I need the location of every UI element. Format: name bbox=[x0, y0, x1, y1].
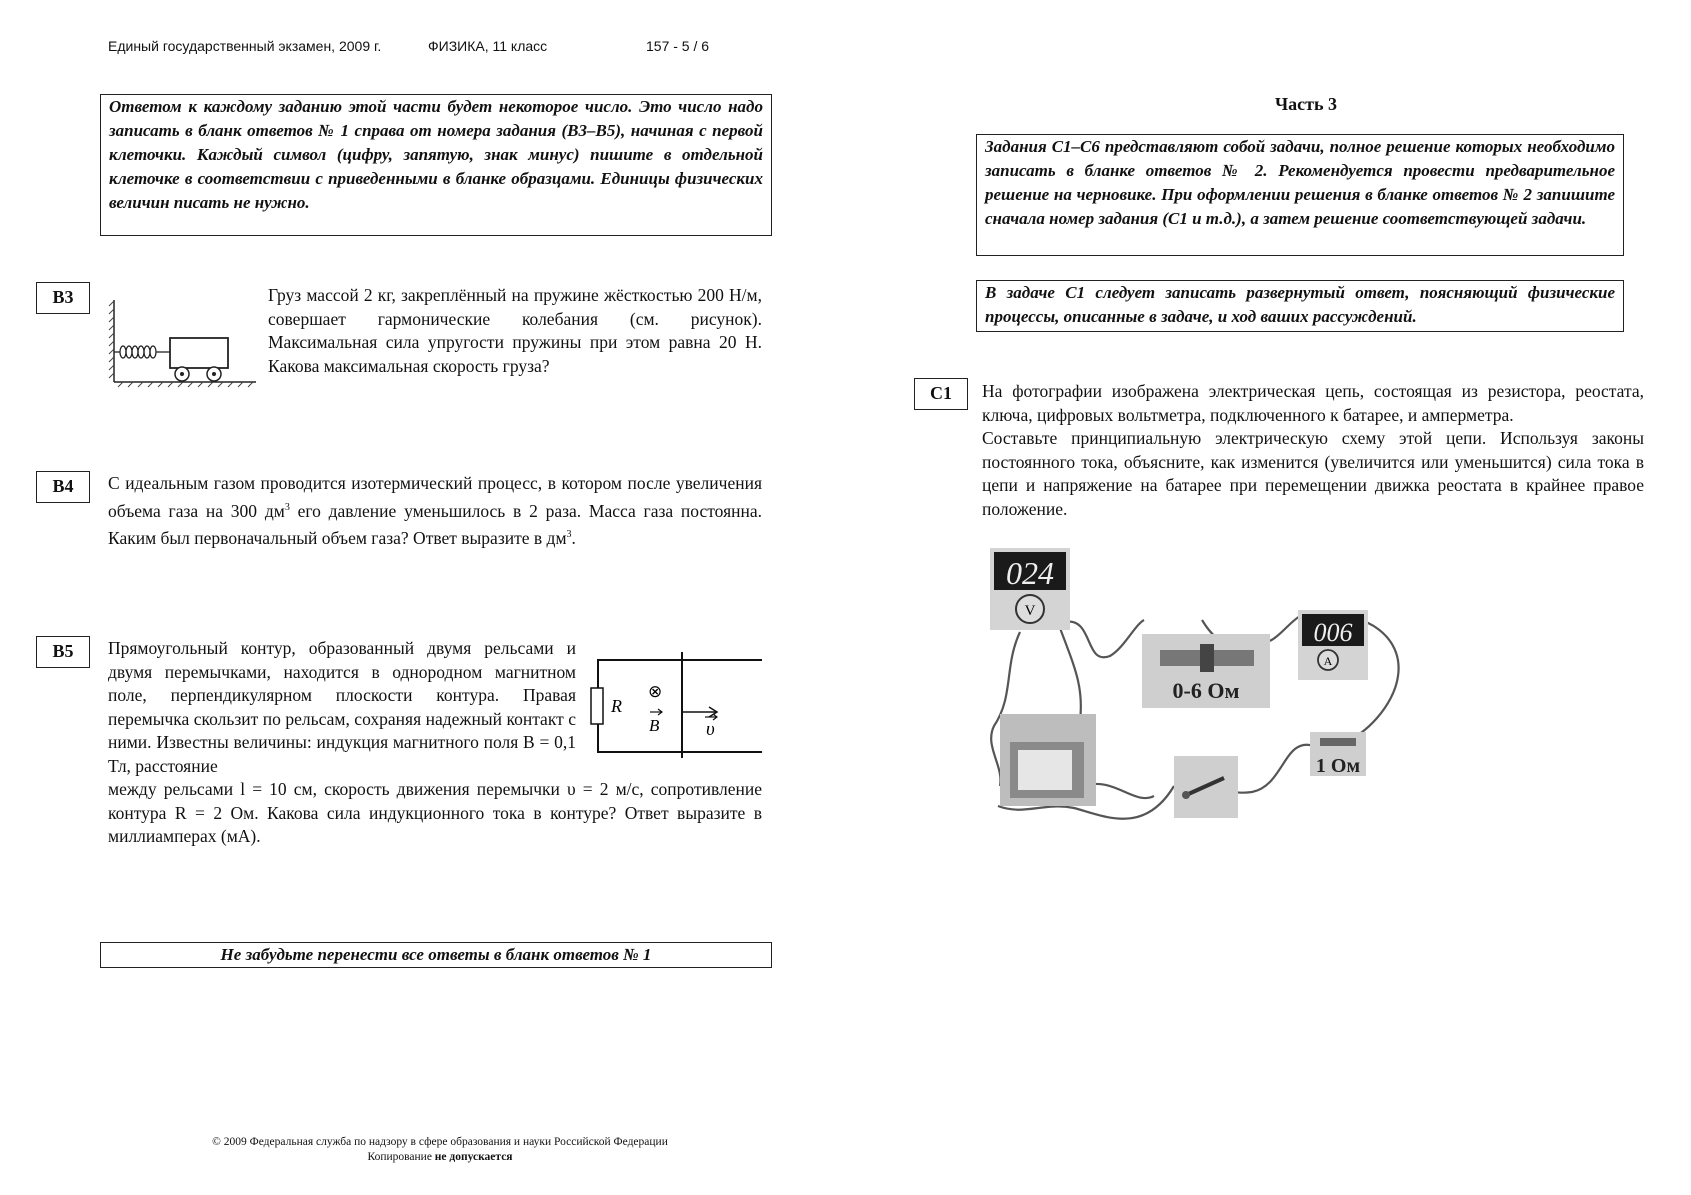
task-b5-text-bottom: между рельсами l = 10 см, скорость движения перемычки υ = 2 м/с, сопротивление контура R = 2 Ом. Какова сила индукционного тока в контуре? Ответ выразите в миллиамперах (мА). bbox=[108, 779, 762, 846]
task-c1-text: На фотографии изображена электрическая цепь, состоящая из резистора, реостата, ключа, цифровых вольтметра, подключенного к батарее, и амперметра. Составьте принципиальную электрическую схему этой цепи. Используя законы постоянного тока, объясните, как изменится (увеличится или уменьшится) сила тока в цепи и напряжение на батарее при перемещении движка реостата в крайнее правое положение. bbox=[982, 381, 1644, 519]
voltmeter-symbol: V bbox=[1024, 603, 1036, 619]
circuit-photo bbox=[984, 546, 1424, 836]
c1-instruction: В задаче С1 следует записать развернутый ответ, поясняющий физические процессы, описанные в задаче, и ход ваших рассуждений. bbox=[976, 280, 1624, 332]
rails-circuit-figure bbox=[588, 650, 764, 758]
task-b4-text: С идеальным газом проводится изотермический процесс, в котором после увеличения объема газа на 300 $дм^3$ его давление уменьшилось в 2 раза. Масса газа постоянна. Каким был первоначальный объем газа? Ответ выразите в $дм^3$. bbox=[108, 473, 762, 548]
task-label-c1: С1 bbox=[914, 378, 968, 410]
part2-instruction: Ответом к каждому заданию этой части будет некоторое число. Это число надо записать в бланк ответов № 1 справа от номера задания (В3–В5), начиная с первой клеточки. Каждый символ (цифру, запятую, знак минус) пишите в отдельной клеточке в соответствии с приведенными в бланке образцами. Единицы физических величин писать не нужно. bbox=[100, 94, 772, 236]
ammeter-display: 006 bbox=[1313, 618, 1353, 647]
resistor-label: 1 Ом bbox=[1315, 755, 1361, 777]
rheostat-label: 0-6 Ом bbox=[1172, 678, 1240, 703]
task-label-b4: В4 bbox=[36, 471, 90, 503]
part3-title: Часть 3 bbox=[1274, 94, 1338, 114]
task-label-b5: В5 bbox=[36, 636, 90, 668]
task-label-b3: В3 bbox=[36, 282, 90, 314]
voltmeter-display: 024 bbox=[1006, 555, 1054, 591]
footer-copy-notice: Копирование не допускается bbox=[367, 1151, 513, 1163]
spring-cart-figure bbox=[108, 296, 258, 388]
fig-label-b: B bbox=[649, 716, 660, 735]
footer-copyright: © 2009 Федеральная служба по надзору в сфере образования и науки Российской Федерации bbox=[212, 1136, 668, 1148]
part3-instruction: Задания С1–С6 представляют собой задачи, полное решение которых необходимо записать в бланке ответов № 2. Рекомендуется провести предварительное решение на черновике. При оформлении решения в бланке ответов № 2 запишите сначала номер задания (С1 и т.д.), а затем решение соответствующей задачи. bbox=[976, 134, 1624, 256]
fig-field-cross: ⊗ bbox=[648, 682, 663, 701]
fig-label-r: R bbox=[611, 696, 622, 716]
task-b5-text-top: Прямоугольный контур, образованный двумя рельсами и двумя перемычками, находится в однородном магнитном поле, перпендикулярном плоскости контура. Правая перемычка скользит по рельсам, сохраняя надежный контакт с ними. Известны величины: индукция магнитного поля B = 0,1 Тл, расстояние bbox=[108, 638, 576, 776]
header-subject: ФИЗИКА, 11 класс bbox=[428, 38, 548, 54]
ammeter-symbol: A bbox=[1323, 654, 1333, 668]
header-page: 157 - 5 / 6 bbox=[646, 38, 710, 54]
task-b3-text: Груз массой 2 кг, закреплённый на пружине жёсткостью 200 Н/м, совершает гармонические колебания (см. рисунок). Максимальная сила упругости пружины при этом равна 20 Н. Какова максимальная скорость груза? bbox=[268, 285, 762, 376]
reminder-box: Не забудьте перенести все ответы в бланк ответов № 1 bbox=[100, 942, 772, 968]
header-exam: Единый государственный экзамен, 2009 г. bbox=[108, 38, 382, 54]
fig-label-v: υ bbox=[706, 719, 715, 740]
